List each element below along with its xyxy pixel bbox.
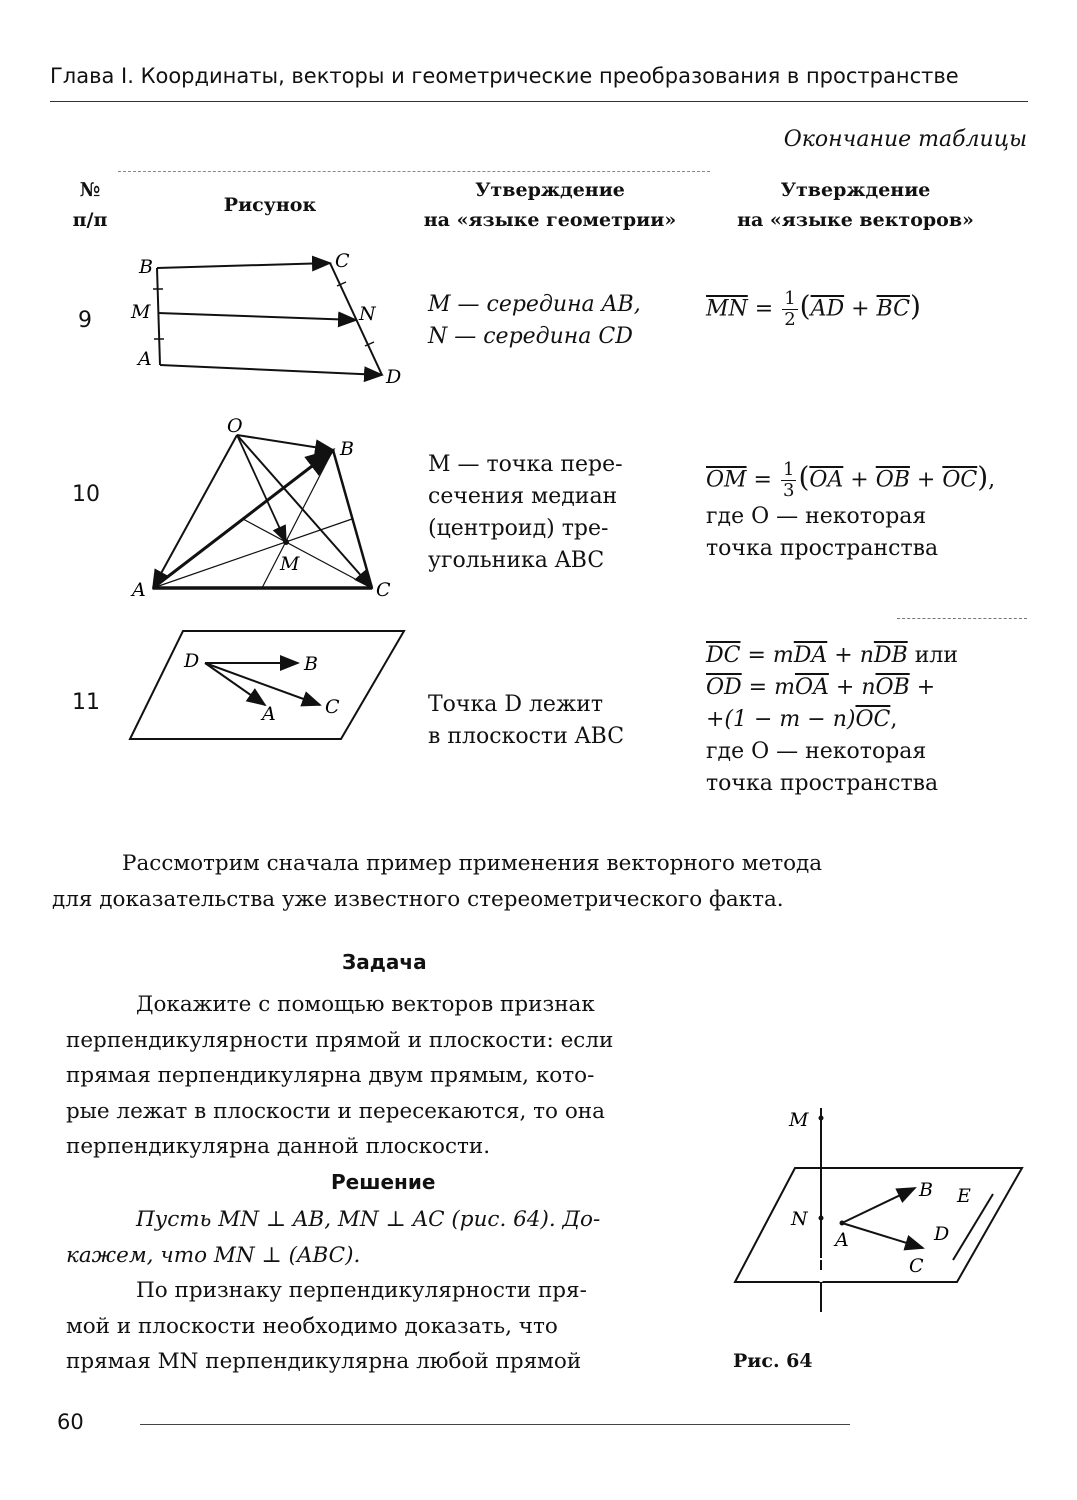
fig64-plane xyxy=(735,1168,1022,1282)
figure-trapezoid xyxy=(120,245,420,395)
header-vectors: Утверждение на «языке векторов» xyxy=(737,179,974,231)
tri-label-c: C xyxy=(376,579,391,601)
fig64-label-e: E xyxy=(957,1185,971,1207)
tri-label-b: B xyxy=(340,438,354,460)
row-11-number: 11 xyxy=(72,690,100,715)
tri-vector-oa xyxy=(153,435,237,588)
table-continuation-label: Окончание таблицы xyxy=(783,127,1027,152)
tri-median-c xyxy=(243,519,372,588)
trap-label-c: C xyxy=(335,250,350,272)
intro-paragraph: Рассмотрим сначала пример применения векторного метода для доказательства уже известного стереометрического факта. xyxy=(52,851,823,912)
header-geometry: Утверждение на «языке геометрии» xyxy=(423,179,677,231)
figure-64 xyxy=(725,1100,1030,1322)
figure-64-caption: Рис. 64 xyxy=(733,1350,813,1372)
footer-rule xyxy=(140,1424,850,1425)
tri-vector-om xyxy=(237,435,286,542)
solution-text: Пусть MN ⊥ AB, MN ⊥ AC (рис. 64). До- кажем, что MN ⊥ (ABC). По признаку перпендикулярности пря- мой и плоскости необходимо доказать, что прямая MN перпендикулярна любой прямой xyxy=(66,1207,601,1374)
trap-label-d: D xyxy=(386,366,402,388)
fig64-label-c: C xyxy=(909,1255,924,1277)
row-11-geometry: Точка D лежит в плоскости ABC xyxy=(428,692,625,749)
plane-vector-dc xyxy=(205,663,320,705)
plane-label-b: B xyxy=(304,653,318,675)
figure-triangle-centroid xyxy=(120,410,420,610)
row-9-number: 9 xyxy=(78,308,92,333)
trap-label-b: B xyxy=(139,256,153,278)
trap-vector-mn xyxy=(158,313,356,320)
fig64-label-d: D xyxy=(934,1223,950,1245)
tri-median-a xyxy=(153,519,352,588)
trap-side-ab xyxy=(157,268,160,365)
row-10-number: 10 xyxy=(72,482,100,507)
header-figure: Рисунок xyxy=(223,194,317,216)
header-num: № п/п xyxy=(72,179,108,231)
trap-vector-ad xyxy=(160,365,382,375)
plane-label-c: C xyxy=(325,696,340,718)
tri-label-o: O xyxy=(227,415,243,437)
plane-label-d: D xyxy=(184,650,200,672)
tri-label-m: M xyxy=(280,553,300,575)
tri-label-a: A xyxy=(132,579,146,601)
table-top-rule xyxy=(118,171,710,172)
trap-label-n: N xyxy=(359,303,376,325)
header-rule xyxy=(50,101,1028,102)
problem-text: Докажите с помощью векторов признак перпендикулярности прямой и плоскости: если прямая перпендикулярна двум прямым, кото- рые лежат в плоскости и пересекаются, то она перпендикулярна данной плоскости. xyxy=(66,992,614,1159)
tri-vector-ob xyxy=(237,435,333,450)
plane-label-a: A xyxy=(262,703,276,725)
trap-vector-bc xyxy=(157,263,330,268)
chapter-header: Глава I. Координаты, векторы и геометрические преобразования в пространстве xyxy=(50,64,959,88)
fig64-vector-ab xyxy=(842,1188,915,1223)
plane-vector-da xyxy=(205,663,265,705)
solution-title: Решение xyxy=(331,1170,436,1194)
row-10-geometry: M — точка пере- сечения медиан (центроид) тре- угольника ABC xyxy=(428,452,623,573)
row-9-geometry: M — середина AB, N — середина CD xyxy=(428,292,641,349)
row-9-vector-formula: $\overline{MN}$ = $\frac{1}{2}$ $(\overline{AD} + \overline{BC})$ xyxy=(706,288,921,330)
trap-label-m: M xyxy=(131,301,151,323)
page-number: 60 xyxy=(57,1410,84,1434)
trap-label-a: A xyxy=(138,348,152,370)
row-10-vector-formula: $\overline{OM}$ = $\frac{1}{3}$ $(\overline{OA} + \overline{OB} + \overline{OC})$, где O — некоторая точка пространства xyxy=(706,459,996,561)
problem-title: Задача xyxy=(342,950,427,974)
row-11-vector-formula: $\overline{DC} = m\overline{DA} + n\overline{DB}$ или $\overline{OD} = m\overline{OA} + n\overline{OB}$ + $+(1 - m - n)\overline{OC}$, где O — некоторая точка пространства xyxy=(706,643,958,796)
fig64-label-b: B xyxy=(919,1179,933,1201)
fig64-label-n: N xyxy=(791,1208,808,1230)
figure-plane-dabc xyxy=(120,625,420,750)
fig64-label-m: M xyxy=(789,1109,809,1131)
fig64-label-a: A xyxy=(835,1229,849,1251)
fig64-vector-ac xyxy=(842,1223,923,1248)
